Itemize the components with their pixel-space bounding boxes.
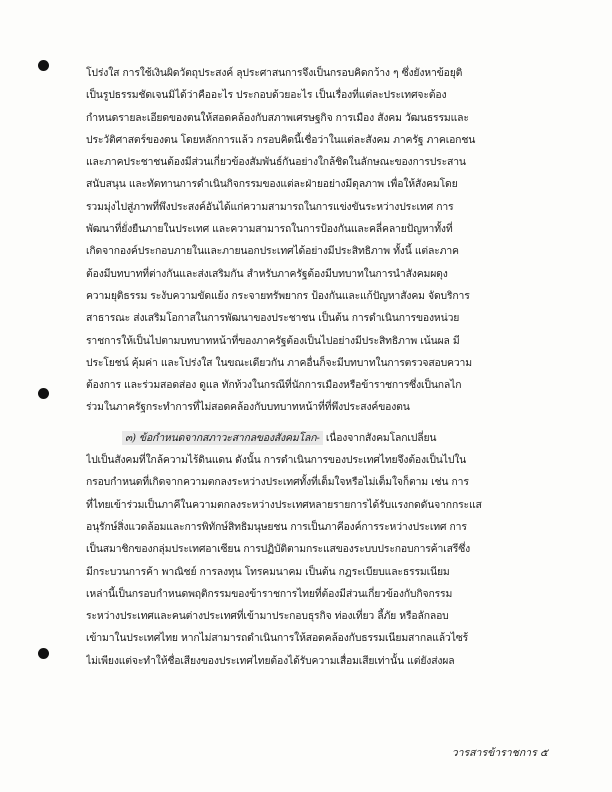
section-heading-line bbox=[86, 427, 544, 449]
text-line: ไม่เพียงแต่จะทำให้ชื่อเสียงของประเทศไทยต้องได้รับความเสื่อมเสียเท่านั้น แต่ยังส่งผล bbox=[86, 654, 455, 667]
text-line: เข้ามาในประเทศไทย หากไม่สามารถดำเนินการให้สอดคล้องกับธรรมเนียมสากลแล้วไซร้ bbox=[86, 632, 469, 645]
punch-hole-icon bbox=[38, 388, 49, 399]
text-line-rest: เนื่องจากสังคมโลกเปลี่ยน bbox=[322, 431, 437, 444]
text-line: เป็นรูปธรรมชัดเจนมิได้ว่าคืออะไร ประกอบด้วยอะไร เป็นเรื่องที่แต่ละประเทศจะต้อง bbox=[86, 89, 447, 102]
text-line: กำหนดรายละเอียดของตนให้สอดคล้องกับสภาพเศรษฐกิจ การเมือง สังคม วัฒนธรรมและ bbox=[86, 111, 469, 124]
punch-hole-icon bbox=[38, 648, 49, 659]
text-line: รวมมุ่งไปสู่ภาพที่พึงประสงค์อันได้แก่ความสามารถในการแข่งขันระหว่างประเทศ การ bbox=[86, 200, 454, 213]
text-line: สาธารณะ ส่งเสริมโอกาสในการพัฒนาของประชาชน เป็นต้น การดำเนินการของหน่วย bbox=[86, 312, 460, 325]
text-line: ระหว่างประเทศและคนต่างประเทศที่เข้ามาประกอบธุรกิจ ท่องเที่ยว ลี้ภัย หรือลักลอบ bbox=[86, 610, 449, 623]
text-line: ที่ไทยเข้าร่วมเป็นภาคีในความตกลงระหว่างประเทศหลายรายการได้รับแรงกดดันจากกระแส bbox=[86, 498, 482, 511]
section-heading: ๓) ข้อกำหนดจากสภาวะสากลของสังคมโลก- bbox=[122, 431, 323, 445]
page-footer: วารสารข้าราชการ ๕ bbox=[451, 747, 548, 759]
text-line: สนับสนุน และทัดทานการดำเนินกิจกรรมของแต่ละฝ่ายอย่างมีดุลภาพ เพื่อให้สังคมโดย bbox=[86, 178, 458, 191]
text-line: โปร่งใส การใช้เงินผิดวัตถุประสงค์ ลุประศาสนการจึงเป็นกรอบคิดกว้าง ๆ ซึ่งยังหาข้อยุติ bbox=[86, 67, 463, 79]
text-line: ความยุติธรรม ระงับความขัดแย้ง กระจายทรัพยากร ป้องกันและแก้ปัญหาสังคม จัดบริการ bbox=[86, 289, 470, 302]
text-line: ประวัติศาสตร์ของตน โดยหลักการแล้ว กรอบคิดนี้เชื่อว่าในแต่ละสังคม ภาครัฐ ภาคเอกชน bbox=[86, 133, 476, 146]
text-line: ไปเป็นสังคมที่ใกล้ความไร้ดินแดน ดังนั้น การดำเนินการของประเทศไทยจึงต้องเป็นไปใน bbox=[86, 454, 467, 467]
paragraph-global-conditions bbox=[86, 427, 544, 672]
paragraph-governance bbox=[86, 62, 544, 419]
text-line: เกิดจากองค์ประกอบภายในและภายนอกประเทศได้อย่างมีประสิทธิภาพ ทั้งนี้ แต่ละภาค bbox=[86, 245, 459, 258]
text-line: ต้องการ และร่วมสอดส่อง ดูแล ทักท้วงในกรณีที่นักการเมืองหรือข้าราชการซึ่งเป็นกลไก bbox=[86, 379, 462, 392]
text-line: ราชการให้เป็นไปตามบทบาทหน้าที่ของภาครัฐต้องเป็นไปอย่างมีประสิทธิภาพ เน้นผล มี bbox=[86, 334, 460, 347]
text-line: มีกระบวนการค้า พาณิชย์ การลงทุน โทรคมนาคม เป็นต้น กฎระเบียบและธรรมเนียม bbox=[86, 565, 450, 578]
punch-hole-icon bbox=[38, 60, 49, 71]
document-body bbox=[86, 62, 544, 672]
text-line: ประโยชน์ คุ้มค่า และโปร่งใส ในขณะเดียวกัน ภาคอื่นก็จะมีบทบาทในการตรวจสอบความ bbox=[86, 356, 472, 369]
text-line: และภาคประชาชนต้องมีส่วนเกี่ยวข้องสัมพันธ์กันอย่างใกล้ชิดในลักษณะของการประสาน bbox=[86, 156, 466, 169]
text-line: พัฒนาที่ยั่งยืนภายในประเทศ และความสามารถในการป้องกันและคลี่คลายปัญหาทั้งที่ bbox=[86, 223, 453, 236]
text-line: กรอบกำหนดที่เกิดจากความตกลงระหว่างประเทศทั้งที่เต็มใจหรือไม่เต็มใจก็ตาม เช่น การ bbox=[86, 476, 469, 489]
text-line: เหล่านี้เป็นกรอบกำหนดพฤติกรรมของข้าราชการไทยที่ต้องมีส่วนเกี่ยวข้องกับกิจกรรม bbox=[86, 587, 453, 600]
text-line: เป็นสมาชิกของกลุ่มประเทศอาเซียน การปฏิบัติตามกระแสของระบบประกอบการค้าเสรีซึ่ง bbox=[86, 543, 471, 556]
text-line: อนุรักษ์สิ่งแวดล้อมและการพิทักษ์สิทธิมนุษยชน การเป็นภาคีองค์การระหว่างประเทศ การ bbox=[86, 520, 467, 533]
text-line: ร่วมในภาครัฐกระทำการที่ไม่สอดคล้องกับบทบาทหน้าที่ที่พึงประสงค์ของตน bbox=[86, 401, 410, 414]
text-line: ต้องมีบทบาทที่ต่างกันและส่งเสริมกัน สำหรับภาครัฐต้องมีบทบาทในการนำสังคมผดุง bbox=[86, 267, 448, 280]
